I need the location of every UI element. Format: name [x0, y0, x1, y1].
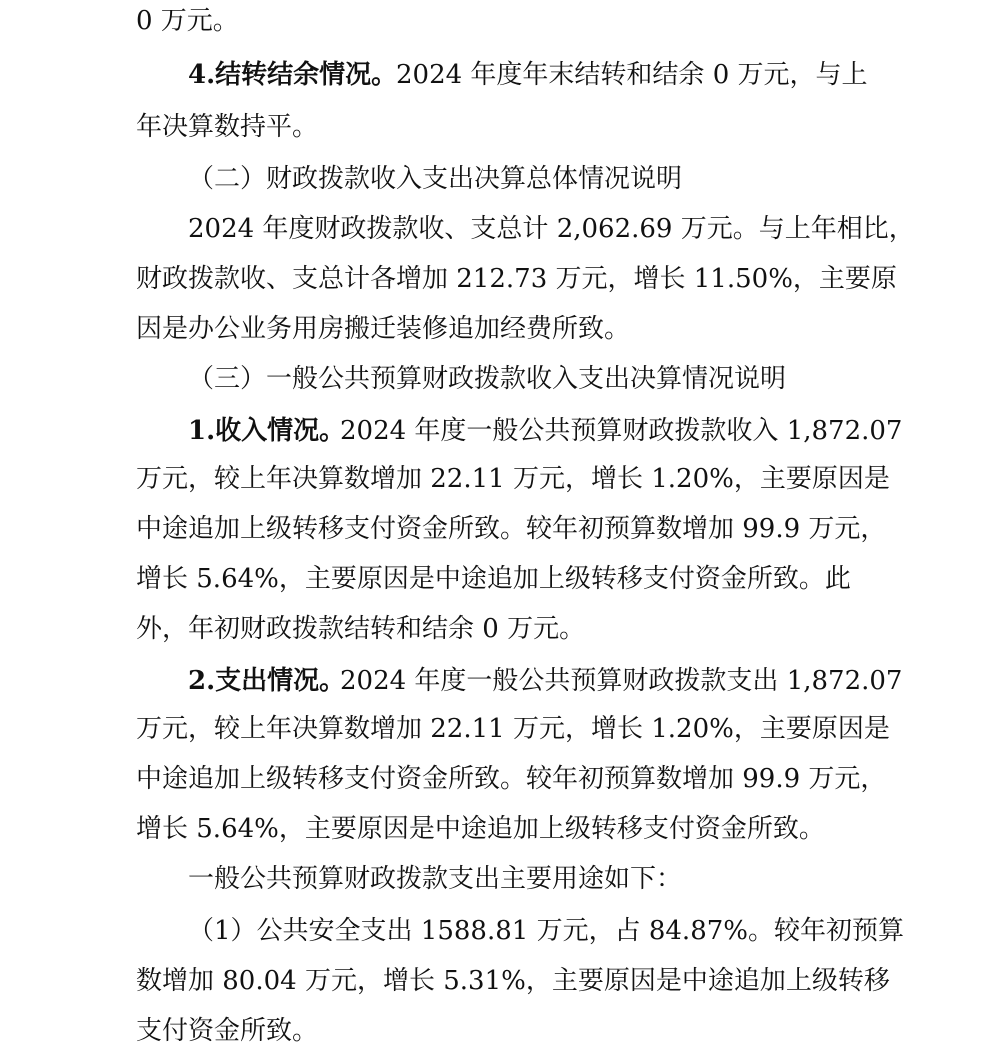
text-run: （1）公共安全支出 1588.81 万元，占 84.87%。较年初预算 — [188, 916, 904, 946]
text-run: 外，年初财政拨款结转和结余 0 万元。 — [136, 614, 586, 644]
text-run: 因是办公业务用房搬迁装修追加经费所致。 — [136, 314, 631, 344]
text-run: 中途追加上级转移支付资金所致。较年初预算数增加 99.9 万元， — [136, 514, 887, 544]
text-run: 支付资金所致。 — [136, 1016, 319, 1046]
text-run: 2024 年度财政拨款收、支总计 2,062.69 万元。与上年相比， — [188, 214, 915, 244]
text-run: 增长 5.64%，主要原因是中途追加上级转移支付资金所致。 — [136, 814, 825, 844]
text-run: 中途追加上级转移支付资金所致。较年初预算数增加 99.9 万元， — [136, 764, 887, 794]
inline-heading: 4.结转结余情况。 — [188, 60, 398, 90]
text-run: 数增加 80.04 万元，增长 5.31%，主要原因是中途追加上级转移 — [136, 966, 890, 996]
inline-heading: 1.收入情况。 — [188, 416, 346, 446]
text-run: 万元，较上年决算数增加 22.11 万元，增长 1.20%，主要原因是 — [136, 714, 890, 744]
text-run: 2024 年度一般公共预算财政拨款收入 1,872.07 — [340, 416, 903, 446]
text-run: 0 万元。 — [136, 6, 239, 36]
text-run: 一般公共预算财政拨款支出主要用途如下： — [188, 864, 683, 894]
text-run: 年决算数持平。 — [136, 112, 319, 142]
section-heading-text: （二）财政拨款收入支出决算总体情况说明 — [188, 164, 683, 194]
inline-heading: 2.支出情况。 — [188, 666, 346, 696]
text-run: 财政拨款收、支总计各增加 212.73 万元，增长 11.50%，主要原 — [136, 264, 897, 294]
text-run: 增长 5.64%，主要原因是中途追加上级转移支付资金所致。此 — [136, 564, 851, 594]
text-run: 2024 年度年末结转和结余 0 万元，与上 — [396, 60, 868, 90]
text-run: 2024 年度一般公共预算财政拨款支出 1,872.07 — [340, 666, 903, 696]
text-run: 万元，较上年决算数增加 22.11 万元，增长 1.20%，主要原因是 — [136, 464, 890, 494]
section-heading-text: （三）一般公共预算财政拨款收入支出决算情况说明 — [188, 364, 787, 394]
